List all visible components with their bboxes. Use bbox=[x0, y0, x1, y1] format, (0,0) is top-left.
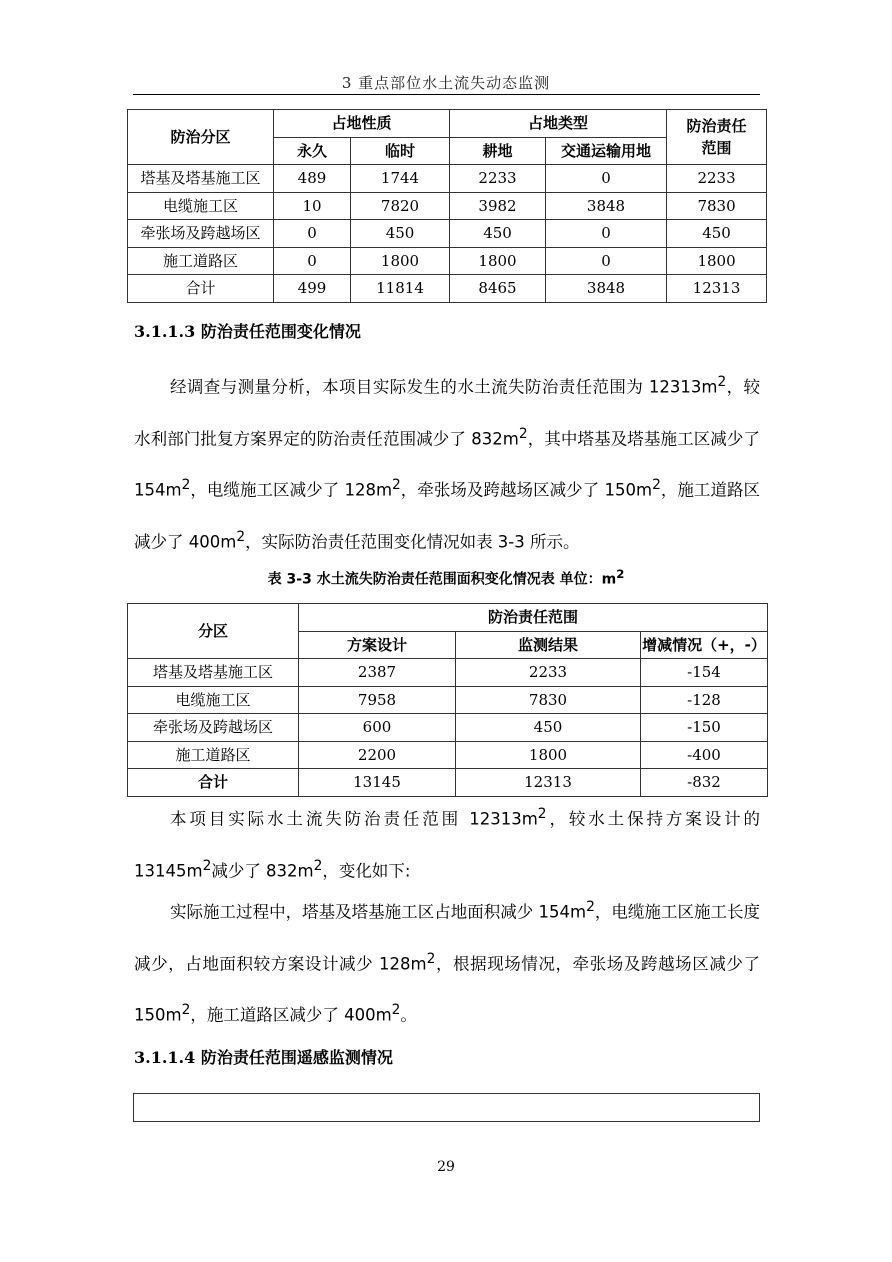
col-header-farmland: 耕地 bbox=[450, 137, 546, 165]
cell-design: 2200 bbox=[299, 741, 456, 769]
cell-scope: 1800 bbox=[667, 247, 767, 275]
cell-result: 1800 bbox=[456, 741, 641, 769]
scope-change-table bbox=[127, 603, 768, 797]
table-row bbox=[128, 686, 768, 714]
cell-temporary: 450 bbox=[351, 220, 450, 248]
col-header-scope: 防治责任范围 bbox=[299, 604, 768, 632]
cell-change: -400 bbox=[641, 741, 768, 769]
cell-transport: 3848 bbox=[546, 192, 667, 220]
cell-zone: 牵张场及跨越场区 bbox=[128, 714, 299, 742]
cell-change: -154 bbox=[641, 659, 768, 687]
table-row bbox=[128, 714, 768, 742]
running-header: 3 重点部位水土流失动态监测 bbox=[341, 74, 551, 92]
cell-zone: 施工道路区 bbox=[128, 247, 274, 275]
header-rule bbox=[133, 94, 760, 95]
col-header-scope: 防治责任 范围 bbox=[667, 110, 767, 165]
table-row-total bbox=[128, 275, 767, 303]
page-number: 29 bbox=[437, 1159, 455, 1175]
table-row bbox=[128, 741, 768, 769]
cell-scope: 7830 bbox=[667, 192, 767, 220]
paragraph-construction-detail: 实际施工过程中，塔基及塔基施工区占地面积减少 $154m^2$，电缆施工区施工长度减少，占地面积较方案设计减少 $128m^2$，根据现场情况，牵张场及跨越场区减少了 $150m^2$，施工道路区减少了 $400m^2$。 bbox=[134, 899, 761, 1025]
cell-design: 7958 bbox=[299, 686, 456, 714]
cell-result: 450 bbox=[456, 714, 641, 742]
col-header-design: 方案设计 bbox=[299, 631, 456, 659]
cell-permanent: 0 bbox=[274, 220, 351, 248]
table-row bbox=[128, 192, 767, 220]
cell-zone: 合计 bbox=[128, 769, 299, 797]
cell-zone: 电缆施工区 bbox=[128, 192, 274, 220]
section-heading-3-1-1-3: 3.1.1.3 防治责任范围变化情况 bbox=[134, 322, 361, 341]
cell-temporary: 7820 bbox=[351, 192, 450, 220]
cell-transport: 3848 bbox=[546, 275, 667, 303]
col-header-type: 占地类型 bbox=[450, 110, 667, 138]
cell-farmland: 1800 bbox=[450, 247, 546, 275]
empty-figure-box bbox=[133, 1093, 760, 1122]
paragraph-total-change: 本项目实际水土流失防治责任范围 $12313m^2$，较水土保持方案设计的 $13145m^2$减少了 $832m^2$，变化如下: bbox=[134, 806, 761, 880]
col-header-nature: 占地性质 bbox=[274, 110, 450, 138]
cell-farmland: 2233 bbox=[450, 165, 546, 193]
cell-design: 13145 bbox=[299, 769, 456, 797]
cell-transport: 0 bbox=[546, 220, 667, 248]
cell-result: 12313 bbox=[456, 769, 641, 797]
table-row bbox=[128, 165, 767, 193]
cell-scope: 450 bbox=[667, 220, 767, 248]
cell-result: 7830 bbox=[456, 686, 641, 714]
table-row bbox=[128, 220, 767, 248]
cell-result: 2233 bbox=[456, 659, 641, 687]
land-occupation-table bbox=[127, 109, 767, 303]
cell-scope: 2233 bbox=[667, 165, 767, 193]
cell-design: 600 bbox=[299, 714, 456, 742]
col-header-change: 增减情况（+，-） bbox=[641, 631, 768, 659]
cell-farmland: 8465 bbox=[450, 275, 546, 303]
cell-zone: 合计 bbox=[128, 275, 274, 303]
cell-transport: 0 bbox=[546, 165, 667, 193]
cell-zone: 塔基及塔基施工区 bbox=[128, 165, 274, 193]
cell-change: -128 bbox=[641, 686, 768, 714]
cell-design: 2387 bbox=[299, 659, 456, 687]
cell-change: -832 bbox=[641, 769, 768, 797]
cell-farmland: 3982 bbox=[450, 192, 546, 220]
section-heading-3-1-1-4: 3.1.1.4 防治责任范围遥感监测情况 bbox=[134, 1048, 393, 1067]
cell-change: -150 bbox=[641, 714, 768, 742]
cell-scope: 12313 bbox=[667, 275, 767, 303]
table-row bbox=[128, 659, 768, 687]
cell-zone: 塔基及塔基施工区 bbox=[128, 659, 299, 687]
col-header-zone: 分区 bbox=[128, 604, 299, 659]
cell-permanent: 499 bbox=[274, 275, 351, 303]
col-header-zone: 防治分区 bbox=[128, 110, 274, 165]
cell-zone: 牵张场及跨越场区 bbox=[128, 220, 274, 248]
cell-permanent: 489 bbox=[274, 165, 351, 193]
cell-farmland: 450 bbox=[450, 220, 546, 248]
cell-zone: 施工道路区 bbox=[128, 741, 299, 769]
table-caption: 表 3-3 水土流失防治责任范围面积变化情况表 单位：$m^2$ bbox=[267, 567, 625, 588]
cell-temporary: 11814 bbox=[351, 275, 450, 303]
col-header-temporary: 临时 bbox=[351, 137, 450, 165]
cell-zone: 电缆施工区 bbox=[128, 686, 299, 714]
col-header-transport: 交通运输用地 bbox=[546, 137, 667, 165]
cell-permanent: 10 bbox=[274, 192, 351, 220]
paragraph-scope-change: 经调查与测量分析，本项目实际发生的水土流失防治责任范围为 $12313m^2$，较水利部门批复方案界定的防治责任范围减少了 $832m^2$，其中塔基及塔基施工区减少了 $154m^2$，电缆施工区减少了 $128m^2$，牵张场及跨越场区减少了 $150m^2$，施工道路区减少了 $400m^2$，实际防治责任范围变化情况如表 3-3 所示。 bbox=[134, 374, 761, 551]
cell-temporary: 1744 bbox=[351, 165, 450, 193]
cell-temporary: 1800 bbox=[351, 247, 450, 275]
cell-permanent: 0 bbox=[274, 247, 351, 275]
col-header-result: 监测结果 bbox=[456, 631, 641, 659]
cell-transport: 0 bbox=[546, 247, 667, 275]
table-row bbox=[128, 247, 767, 275]
col-header-permanent: 永久 bbox=[274, 137, 351, 165]
